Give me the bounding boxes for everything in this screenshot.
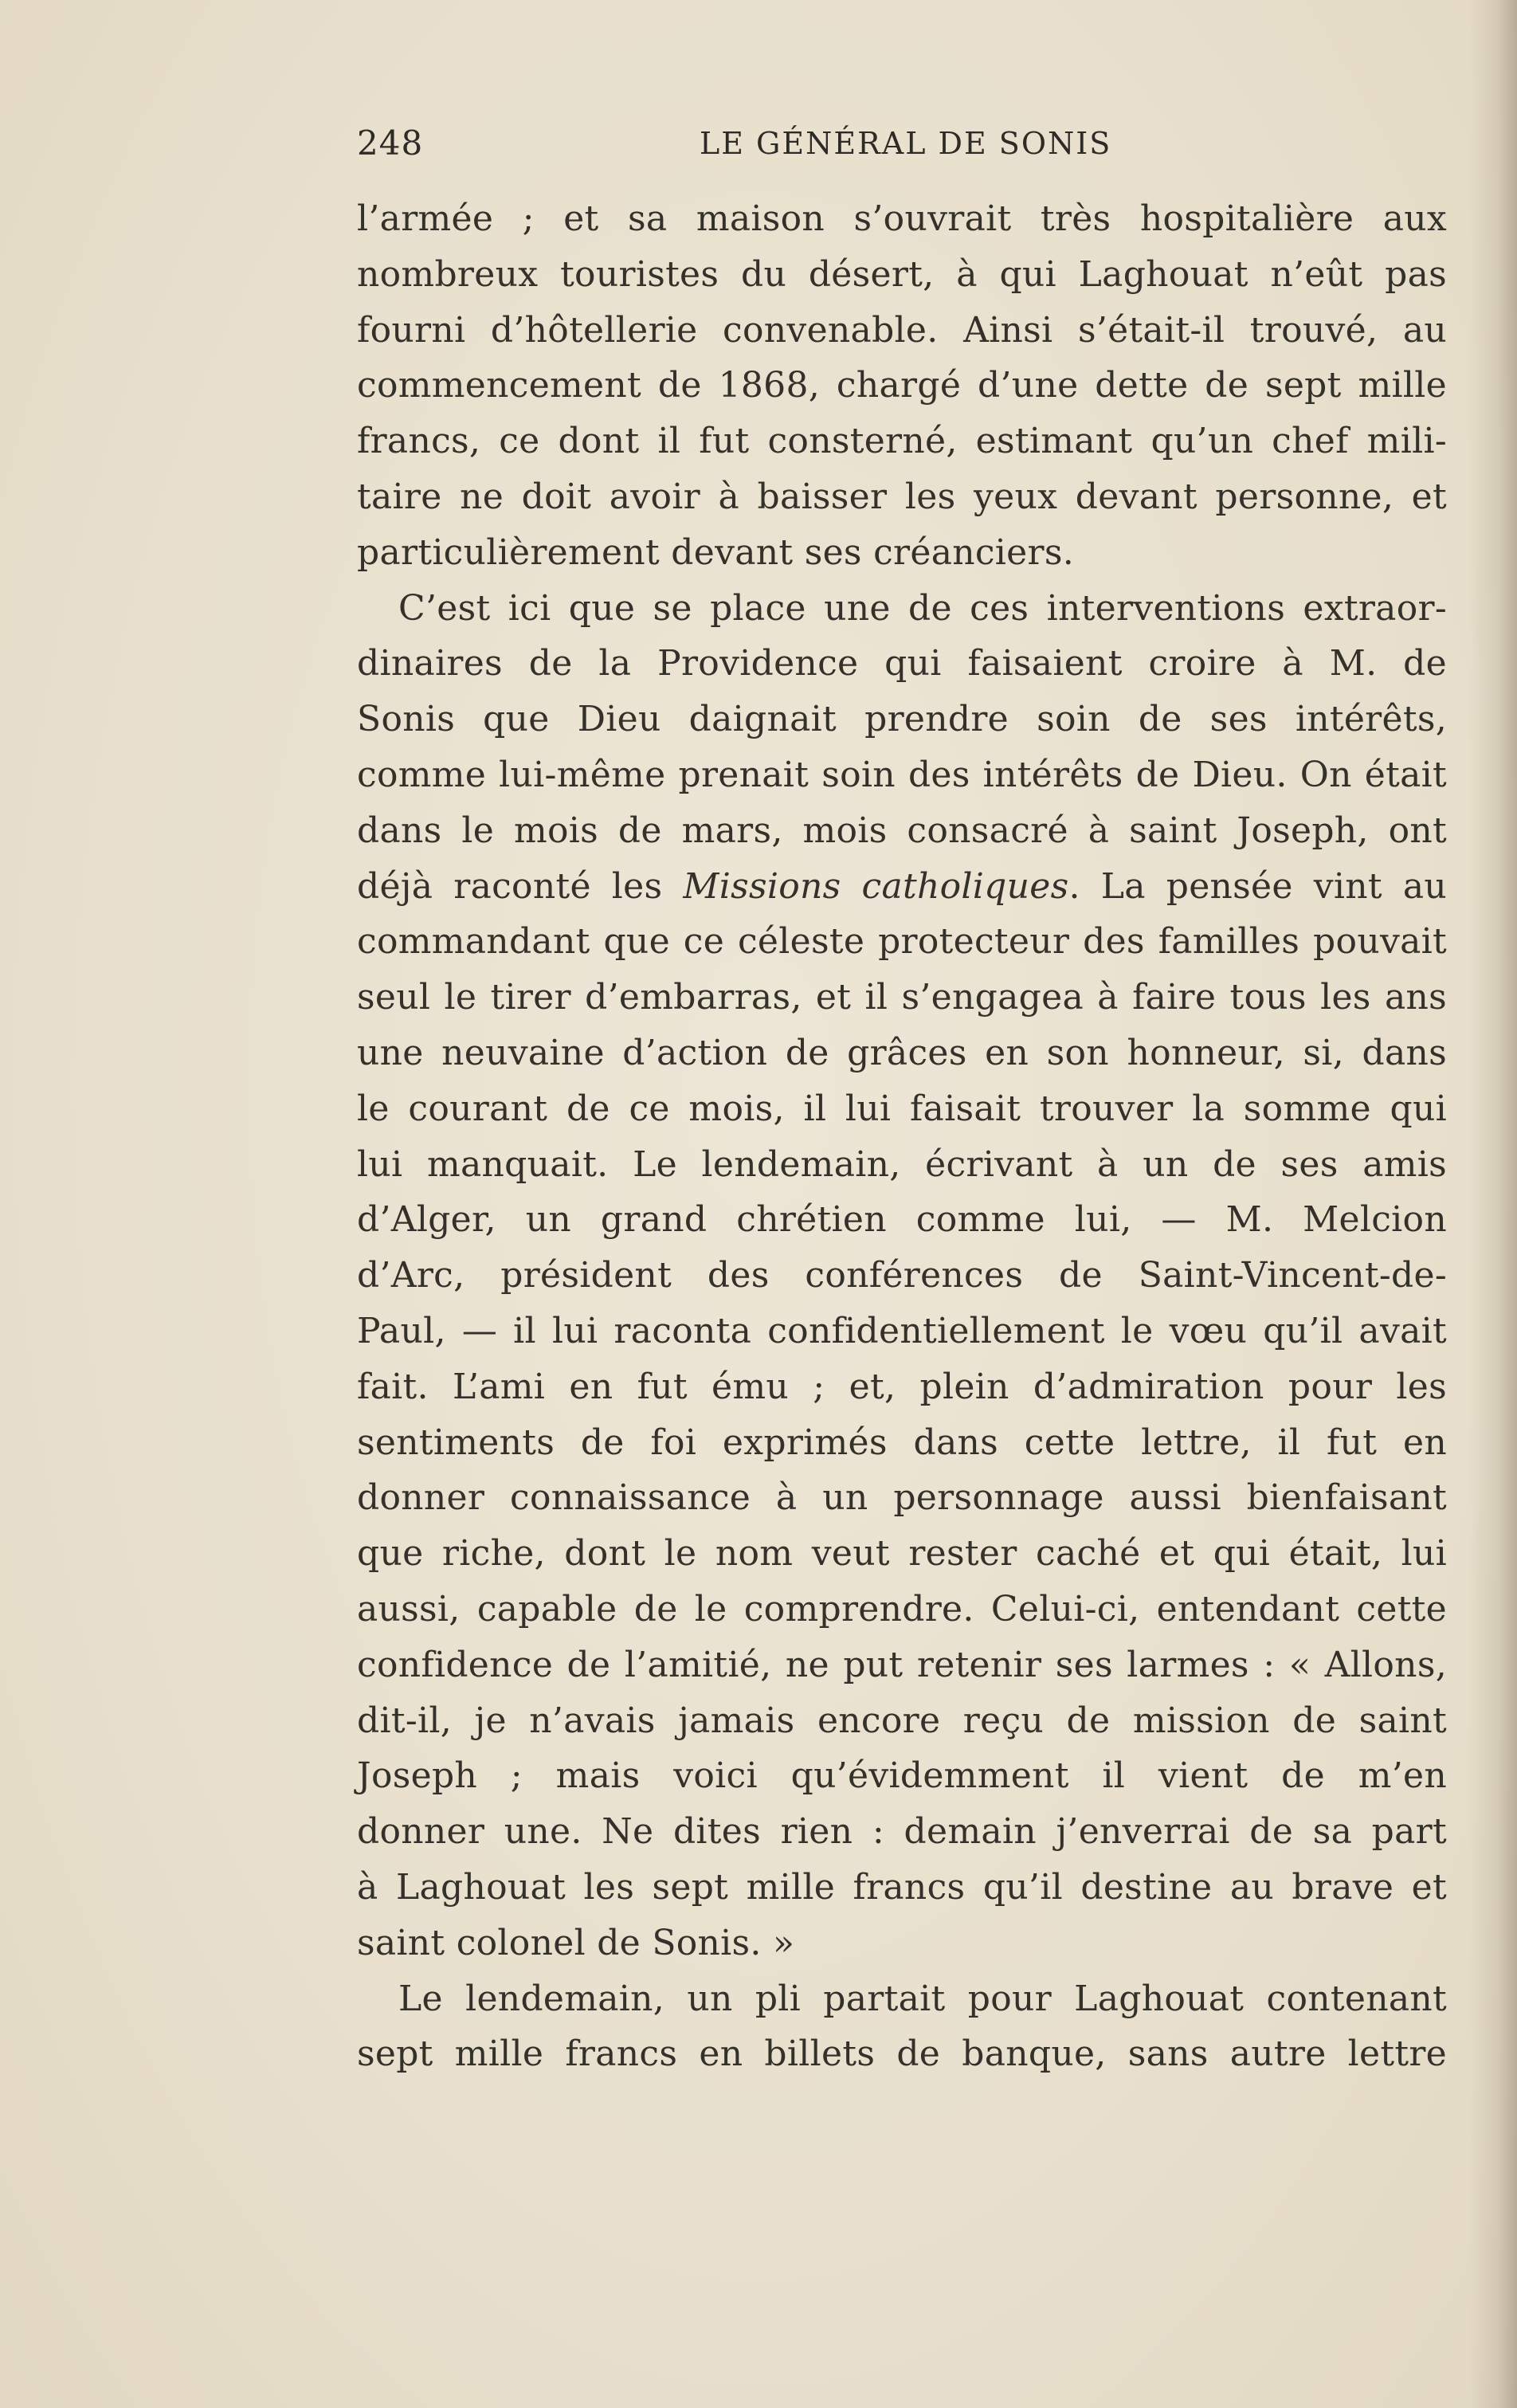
- text-line: sept mille francs en billets de banque, sans autre lettre: [357, 2033, 1447, 2075]
- text-line: saint colonel de Sonis. »: [357, 1922, 795, 1963]
- text-line: Le lendemain, un pli partait pour Laghouat contenant: [398, 1978, 1447, 2019]
- body-text: [357, 191, 1447, 2082]
- text-line: sentiments de foi exprimés dans cette lettre, il fut en: [357, 1422, 1447, 1463]
- italic-title: Missions catholiques: [683, 865, 1069, 907]
- text-line: commencement de 1868, chargé d’une dette de sept mille: [357, 365, 1447, 406]
- text-line: Joseph ; mais voici qu’évidemment il vient de m’en: [357, 1755, 1447, 1797]
- text-line: d’Alger, un grand chrétien comme lui, — M. Melcion: [357, 1199, 1447, 1241]
- text-line: le courant de ce mois, il lui faisait trouver la somme qui: [357, 1088, 1447, 1129]
- text-line: lui manquait. Le lendemain, écrivant à un de ses amis: [357, 1143, 1447, 1185]
- page-edge-shadow: [1469, 0, 1517, 2408]
- running-header: [357, 118, 1112, 169]
- text-line: donner une. Ne dites rien : demain j’enverrai de sa part: [357, 1811, 1447, 1853]
- text-line: dit-il, je n’avais jamais encore reçu de mission de saint: [357, 1700, 1447, 1741]
- text-line: donner connaissance à un personnage aussi bienfaisant: [357, 1477, 1447, 1519]
- text-line: d’Arc, président des conférences de Saint-Vincent-de-: [357, 1255, 1447, 1296]
- text-line: l’armée ; et sa maison s’ouvrait très hospitalière aux: [357, 198, 1447, 239]
- text-line: que riche, dont le nom veut rester caché et qui était, lui: [357, 1533, 1447, 1575]
- text-line: taire ne doit avoir à baisser les yeux devant personne, et: [357, 476, 1447, 517]
- text-line: seul le tirer d’embarras, et il s’engagea à faire tous les ans: [357, 977, 1447, 1018]
- text-line-with-italic: [357, 859, 1447, 915]
- text-line: Sonis que Dieu daignait prendre soin de ses intérêts,: [357, 699, 1447, 740]
- page-number: 248: [357, 124, 424, 163]
- text-line: fait. L’ami en fut ému ; et, plein d’admiration pour les: [357, 1366, 1447, 1407]
- text-line: comme lui-même prenait soin des intérêts de Dieu. On était: [357, 754, 1447, 795]
- text-line: particulièrement devant ses créanciers.: [357, 531, 1075, 573]
- text-line: C’est ici que se place une de ces interventions extraor-: [398, 587, 1447, 629]
- text-segment: déjà raconté les: [357, 865, 684, 907]
- text-line: francs, ce dont il fut consterné, estimant qu’un chef mili-: [357, 421, 1447, 462]
- text-line: dans le mois de mars, mois consacré à saint Joseph, ont: [357, 810, 1447, 851]
- running-title: LE GÉNÉRAL DE SONIS: [700, 126, 1112, 161]
- text-line: aussi, capable de le comprendre. Celui-ci, entendant cette: [357, 1588, 1447, 1630]
- text-segment: . La pensée vint au: [1068, 865, 1447, 907]
- text-line: Paul, — il lui raconta confidentiellement le vœu qu’il avait: [357, 1310, 1447, 1351]
- text-line: dinaires de la Providence qui faisaient croire à M. de: [357, 643, 1447, 684]
- text-line: à Laghouat les sept mille francs qu’il destine au brave et: [357, 1866, 1447, 1908]
- text-line: une neuvaine d’action de grâces en son honneur, si, dans: [357, 1032, 1447, 1073]
- text-line: fourni d’hôtellerie convenable. Ainsi s’était-il trouvé, au: [357, 309, 1447, 351]
- text-line: commandant que ce céleste protecteur des familles pouvait: [357, 921, 1447, 963]
- text-line: confidence de l’amitié, ne put retenir ses larmes : « Allons,: [357, 1644, 1447, 1685]
- text-line: nombreux touristes du désert, à qui Laghouat n’eût pas: [357, 253, 1447, 295]
